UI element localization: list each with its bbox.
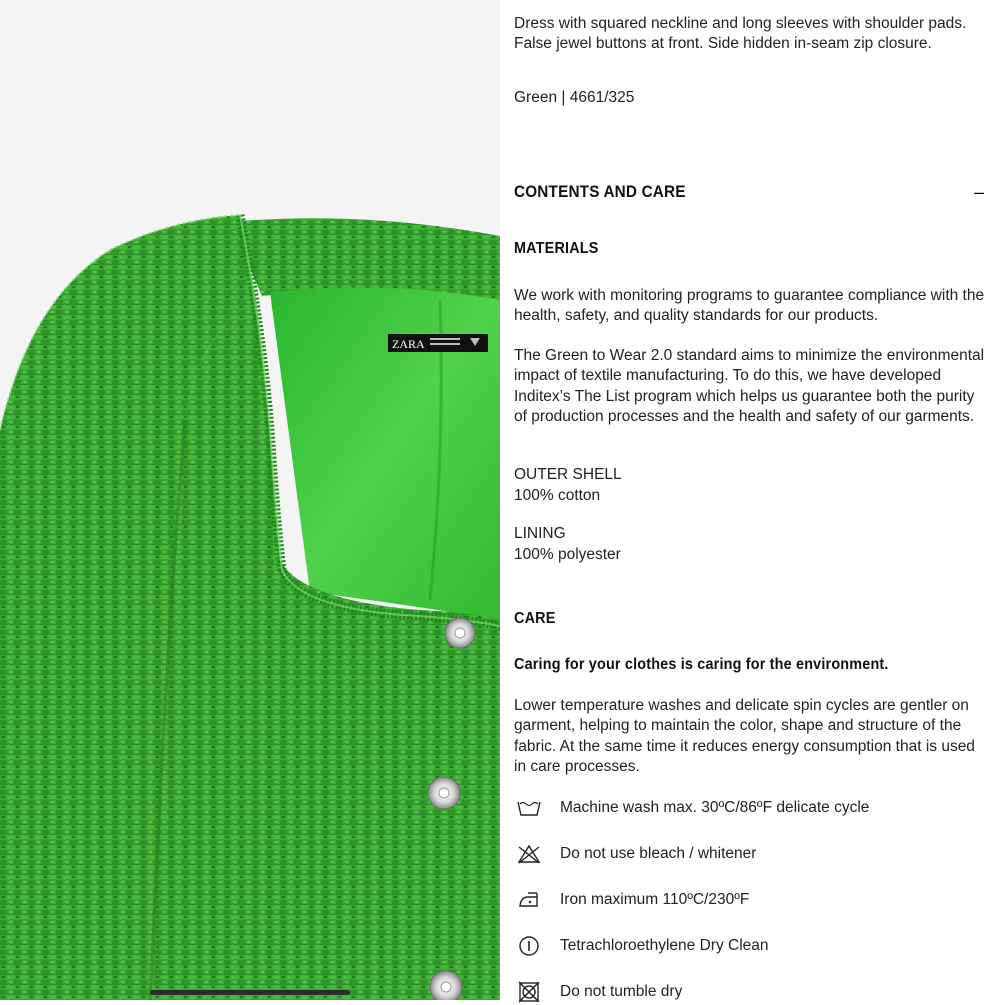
materials-heading: MATERIALS: [514, 240, 599, 257]
outer-shell-label: OUTER SHELL: [514, 466, 622, 483]
jewel-button-2: [428, 777, 460, 809]
care-instruction-label: Tetrachloroethylene Dry Clean: [560, 937, 769, 954]
lining-label: LINING: [514, 525, 566, 542]
no-tumble-dry-icon: [514, 979, 544, 1005]
collapse-icon[interactable]: –: [973, 182, 984, 202]
care-instruction-iron: [514, 887, 749, 913]
product-image: [0, 0, 500, 1000]
care-instruction-label: Iron maximum 110ºC/230ºF: [560, 891, 750, 908]
care-instruction-label: Do not use bleach / whitener: [560, 845, 757, 862]
clothing-label: [388, 334, 488, 352]
product-detail-panel: [500, 0, 1000, 1000]
image-scrollbar[interactable]: [150, 990, 350, 995]
care-instruction-dry-clean: [514, 933, 769, 959]
lining-value: 100% polyester: [514, 546, 621, 563]
iron-icon: [514, 887, 544, 913]
care-heading: CARE: [514, 610, 556, 627]
materials-paragraph-1: We work with monitoring programs to guarantee compliance with the health, safety, and quality standards for our products.: [514, 287, 985, 325]
care-instruction-wash: [514, 795, 869, 821]
svg-text:ZARA: ZARA: [392, 337, 425, 351]
care-paragraph: Lower temperature washes and delicate spin cycles are gentler on garment, helping to maintain the color, shape and structure of the fabric. At the same time it reduces energy consumption that is used in care processes.: [514, 697, 975, 776]
care-subheading: Caring for your clothes is caring for the environment.: [514, 656, 889, 673]
product-color-reference: Green | 4661/325: [514, 89, 635, 106]
no-bleach-icon: [514, 841, 544, 867]
product-description: Dress with squared neckline and long sleeves with shoulder pads. False jewel buttons at front. Side hidden in-seam zip closure.: [514, 15, 967, 53]
care-instruction-label: Machine wash max. 30ºC/86ºF delicate cycle: [560, 799, 870, 816]
contents-care-title[interactable]: CONTENTS AND CARE: [514, 182, 686, 201]
care-instruction-label: Do not tumble dry: [560, 983, 683, 1000]
jewel-button-3: [430, 971, 462, 1000]
materials-paragraph-2: The Green to Wear 2.0 standard aims to minimize the environmental impact of textile manufacturing. To do this, we have developed Inditex’s The List program which helps us guarantee both the purity of production processes and the health and safety of our garments.: [514, 347, 985, 426]
outer-shell-value: 100% cotton: [514, 487, 601, 504]
jewel-button-1: [445, 618, 475, 648]
dry-clean-icon: [514, 933, 544, 959]
wash-tub-icon: [514, 795, 544, 821]
care-instruction-bleach: [514, 841, 756, 867]
green-tweed-dress-illustration: [0, 0, 500, 1000]
care-instruction-tumble: [514, 979, 682, 1005]
